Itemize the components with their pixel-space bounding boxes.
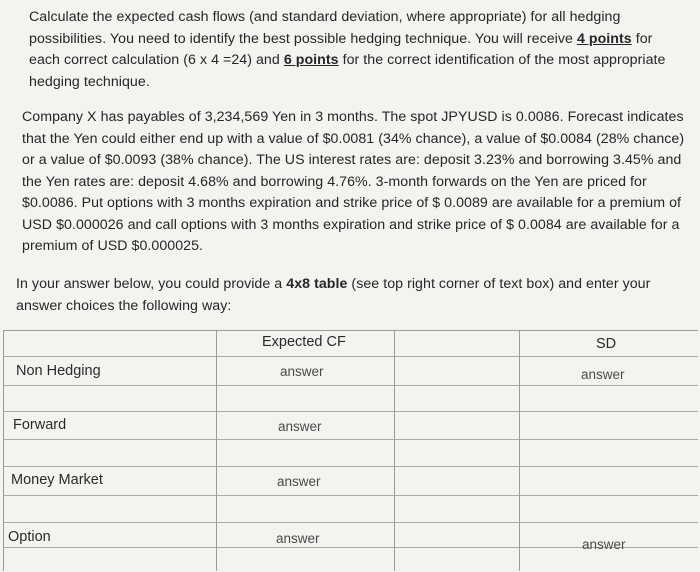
grid-line xyxy=(216,331,217,571)
forward-expected-cf-answer[interactable]: answer xyxy=(278,419,322,434)
row-label-forward: Forward xyxy=(13,417,67,433)
row-label-option: Option xyxy=(8,529,51,545)
grid-line xyxy=(4,522,698,523)
grid-line xyxy=(4,466,698,467)
problem-paragraph: Company X has payables of 3,234,569 Yen in 3 months. The spot JPYUSD is 0.0086. Forecast indicates that the Yen could either end up with a value of $0.0081 (34% chance), a value of $0.0084 (28% chance) or a value of $0.0093 (38% chance). The US interest rates are: deposit 3.23% and borrowing 3.45% and the Yen rates are: deposit 4.68% and borrowing 4.76%. 3-month forwards on the Yen are priced for $0.0086. Put options with 3 months expiration and strike price of $ 0.0089 are available for a premium of USD $0.000026 and call options with 3 months expiration and strike price of $ 0.0084 are available for a premium of USD $0.000025. xyxy=(22,109,685,254)
table-size: 4x8 table xyxy=(286,276,348,292)
option-sd-answer[interactable]: answer xyxy=(582,537,626,552)
header-expected-cf: Expected CF xyxy=(262,334,346,350)
points-for-identification: 6 points xyxy=(283,52,339,68)
intro-paragraph xyxy=(29,7,679,93)
grid-line xyxy=(4,356,698,357)
money-market-expected-cf-answer[interactable]: answer xyxy=(277,474,321,489)
grid-line xyxy=(4,411,698,412)
row-label-non-hedging: Non Hedging xyxy=(16,363,101,379)
non-hedging-expected-cf-answer[interactable]: answer xyxy=(280,364,324,379)
grid-line xyxy=(519,331,520,571)
answer-table xyxy=(3,330,698,571)
intro-text-3: for the correct identification of the most appropriate hedging technique. xyxy=(29,52,666,90)
grid-line xyxy=(4,495,698,496)
intro-text-1: Calculate the expected cash flows (and standard deviation, where appropriate) for all hedging possibilities. You need to identify the best possible hedging technique. You will receive xyxy=(29,9,621,47)
grid-line xyxy=(4,439,698,440)
option-expected-cf-answer[interactable]: answer xyxy=(276,531,320,546)
points-per-calculation: 4 points xyxy=(576,30,632,47)
instructions-text-1: In your answer below, you could provide a xyxy=(16,276,287,292)
intro-text-2: for each correct calculation (6 x 4 =24) and xyxy=(29,30,653,68)
grid-line xyxy=(4,385,698,386)
header-sd: SD xyxy=(596,336,617,352)
row-label-money-market: Money Market xyxy=(11,472,103,488)
non-hedging-sd-answer[interactable]: answer xyxy=(581,367,625,382)
instructions-text-2: (see top right corner of text box) and enter your answer choices the following way: xyxy=(16,276,651,314)
instructions-paragraph xyxy=(16,274,691,317)
grid-line xyxy=(394,331,395,571)
